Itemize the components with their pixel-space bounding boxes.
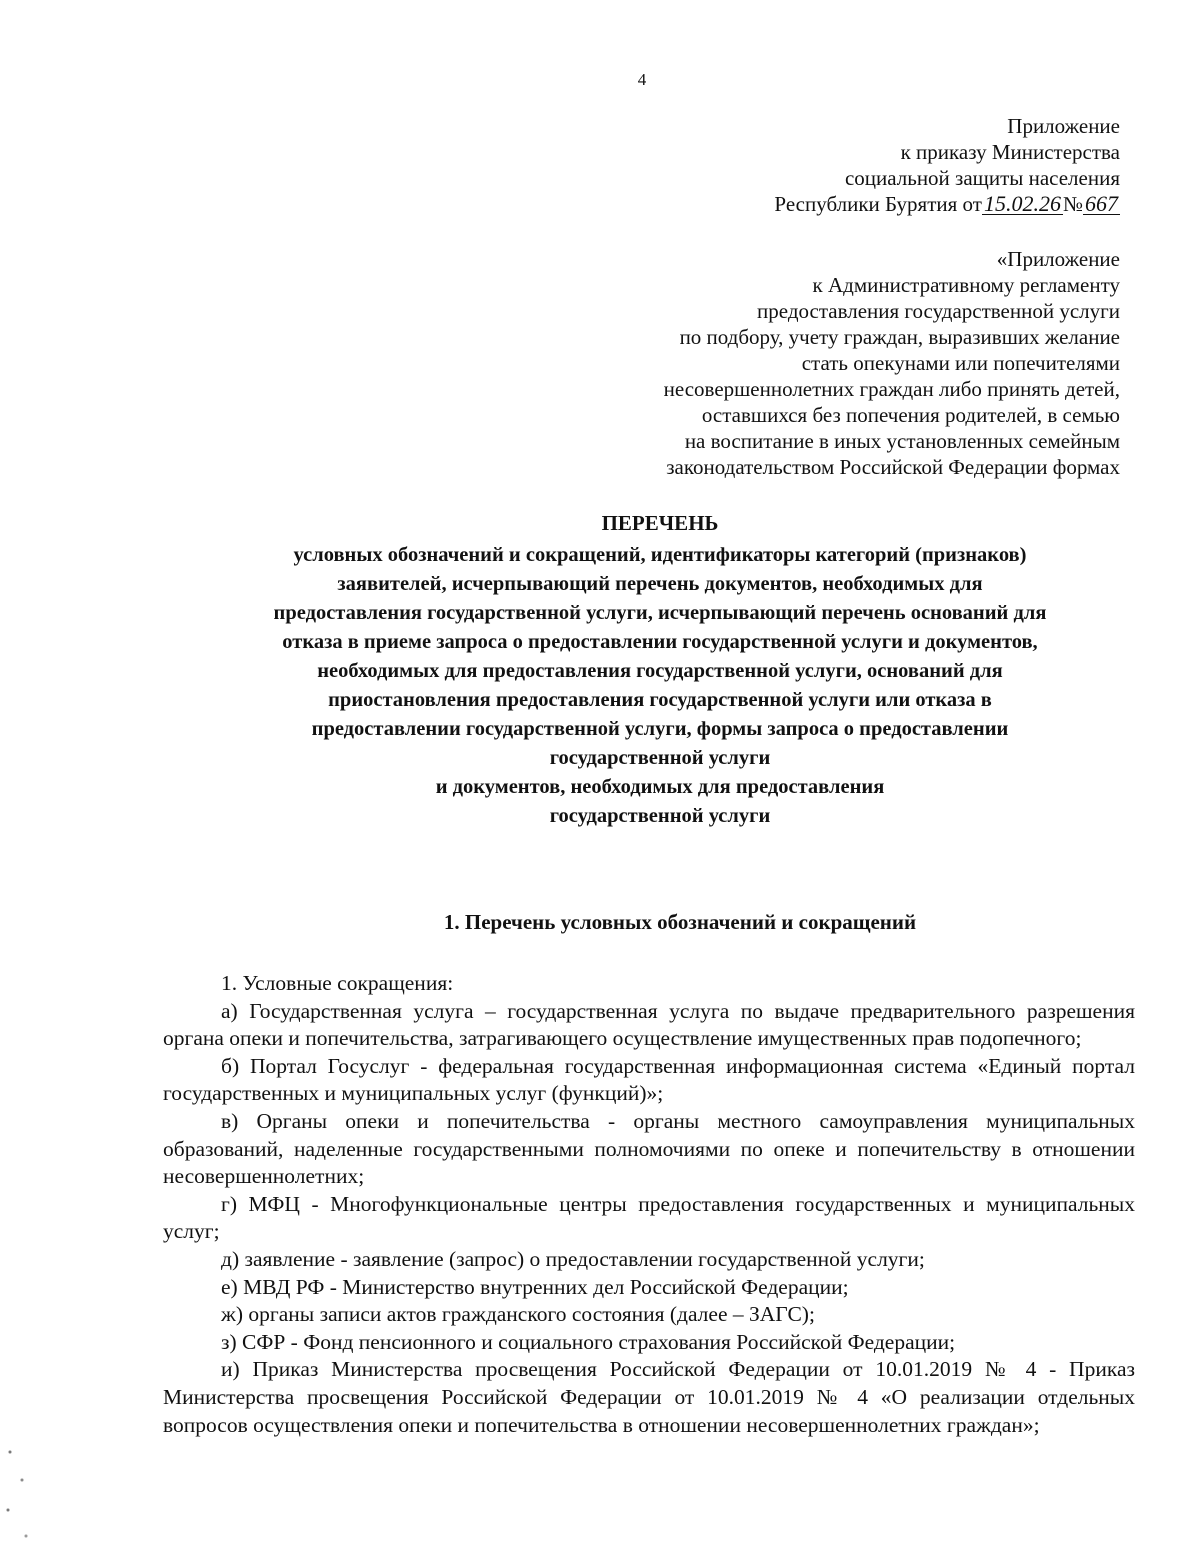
- appendix-regulation-line: на воспитание в иных установленных семейным: [684, 429, 1120, 453]
- list-item: з) СФР - Фонд пенсионного и социального страхования Российской Федерации;: [221, 1329, 956, 1354]
- appendix-regulation-line: к Административному регламенту: [812, 273, 1120, 297]
- appendix-order-block: [774, 113, 1120, 217]
- subtitle-line: условных обозначений и сокращений, идентификаторы категорий (признаков): [293, 544, 1027, 566]
- appendix-regulation-line: законодательством Российской Федерации формах: [666, 455, 1120, 479]
- subtitle-line: и документов, необходимых для предоставления: [435, 776, 885, 798]
- appendix-regulation-line: оставшихся без попечения родителей, в семью: [701, 403, 1120, 427]
- document-title: ПЕРЕЧЕНЬ: [601, 511, 719, 535]
- appendix-order-line: социальной защиты населения: [844, 166, 1120, 190]
- body-text: [163, 970, 1135, 1439]
- list-item: и) Приказ Министерства просвещения Российской Федерации от 10.01.2019 № 4 - Приказ Министерства просвещения Российской Федерации от 10.01.2019 № 4 «О реализации отдельных вопросов осуществления опеки и попечительства в отношении несовершеннолетних граждан»;: [163, 1357, 1135, 1437]
- scan-margin-speckle: [0, 1440, 36, 1557]
- subtitle-line: приостановления предоставления государственной услуги или отказа в: [328, 689, 992, 711]
- appendix-order-line-prefix: Республики Бурятия от: [774, 192, 982, 216]
- body-intro: 1. Условные сокращения:: [221, 971, 454, 995]
- list-item: д) заявление - заявление (запрос) о предоставлении государственной услуги;: [221, 1246, 925, 1271]
- appendix-regulation-line: стать опекунами или попечителями: [801, 351, 1120, 375]
- handwritten-date: 15.02.26: [983, 191, 1061, 216]
- number-sign: №: [1062, 192, 1083, 216]
- list-item: б) Портал Госуслуг - федеральная государственная информационная система «Единый портал государственных и муниципальных услуг (функций)»;: [163, 1053, 1135, 1106]
- appendix-order-line: Приложение: [1007, 114, 1120, 138]
- list-item: г) МФЦ - Многофункциональные центры предоставления государственных и муниципальных услуг;: [163, 1191, 1135, 1244]
- appendix-regulation-block: [664, 246, 1120, 480]
- appendix-order-line: к приказу Министерства: [900, 140, 1120, 164]
- list-item: в) Органы опеки и попечительства - органы местного самоуправления муниципальных образований, наделенные государственными полномочиями по опеке и попечительству в отношении несовершеннолетних;: [163, 1108, 1135, 1189]
- subtitle-line: государственной услуги: [549, 747, 771, 769]
- appendix-regulation-line: по подбору, учету граждан, выразивших желание: [679, 325, 1120, 349]
- subtitle-line: государственной услуги: [549, 805, 771, 827]
- list-item: ж) органы записи актов гражданского состояния (далее – ЗАГС);: [221, 1302, 815, 1327]
- subtitle-line: отказа в приеме запроса о предоставлении государственной услуги и документов,: [282, 631, 1038, 653]
- subtitle-line: предоставления государственной услуги, исчерпывающий перечень оснований для: [273, 602, 1047, 624]
- document-subtitle: [210, 541, 1110, 831]
- appendix-regulation-line: предоставления государственной услуги: [757, 299, 1120, 323]
- handwritten-number: 667: [1085, 191, 1118, 216]
- subtitle-line: необходимых для предоставления государственной услуги, оснований для: [317, 660, 1003, 682]
- list-item: а) Государственная услуга – государственная услуга по выдаче предварительного разрешения органа опеки и попечительства, затрагивающего осуществление имущественных прав подопечного;: [163, 998, 1135, 1051]
- subtitle-line: предоставлении государственной услуги, формы запроса о предоставлении: [311, 718, 1009, 740]
- appendix-order-date-line: [774, 191, 1120, 217]
- list-item: е) МВД РФ - Министерство внутренних дел Российской Федерации;: [221, 1274, 849, 1299]
- page-number: 4: [637, 70, 647, 89]
- appendix-regulation-line: «Приложение: [996, 247, 1120, 271]
- section-heading: 1. Перечень условных обозначений и сокращений: [443, 910, 917, 934]
- subtitle-line: заявителей, исчерпывающий перечень документов, необходимых для: [337, 573, 983, 595]
- appendix-regulation-line: несовершеннолетних граждан либо принять детей,: [663, 377, 1120, 401]
